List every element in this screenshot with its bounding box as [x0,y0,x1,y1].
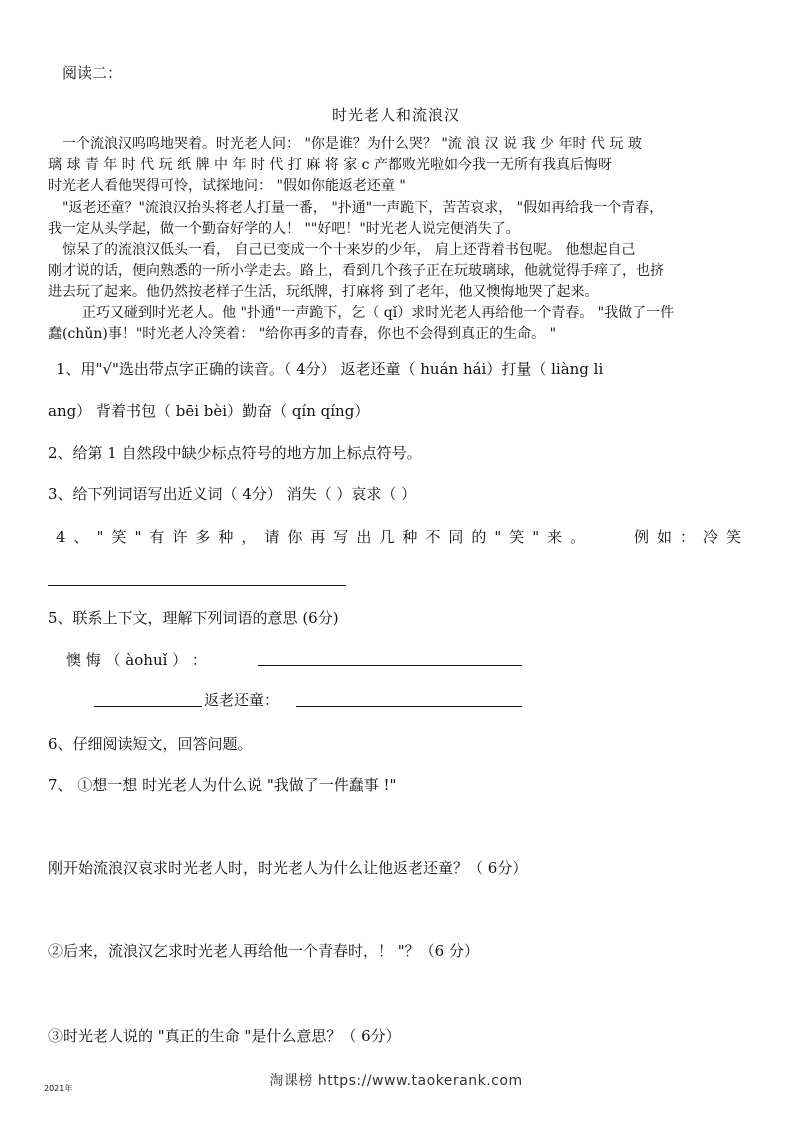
answer-line-q5-word-2[interactable] [296,706,522,707]
watermark-footer: 淘课榜 https://www.taokerank.com [269,1073,523,1089]
answer-line-q5-blank[interactable] [94,706,202,707]
story-line: 蠢(chǔn)事！"时光老人冷笑着： "给你再多的青春，你也不会得到真正的生命。 " [48,326,557,342]
story-line: 惊呆了的流浪汉低头一看， 自己已变成一个十来岁的少年， 肩上还背着书包呢。 他想起自己 [62,242,636,258]
question-2: 2、给第 1 自然段中缺少标点符号的地方加上标点符号。 [48,444,422,462]
answer-line-q4[interactable] [48,585,346,586]
story-line: 璃 球 青 年 时 代 玩 纸 牌 中 年 时 代 打 麻 将 家 c 产都败光啦如今我一无所有我真后悔呀 [48,157,612,173]
question-7: 7、 ①想一想 时光老人为什么说 "我做了一件蠢事 !" [48,776,397,794]
story-line: "返老还童？"流浪汉抬头将老人打量一番， "扑通"一声跪下，苦苦哀求， "假如再给我一个青春， [62,200,664,216]
section-title: 阅读二： [62,64,123,82]
story-line: 正巧又碰到时光老人。他 "扑通"一声跪下，乞（ qǐ）求时光老人再给他一个青春。 "我做了一件 [82,305,675,321]
question-1-line-1: 1、用"√"选出带点字正确的读音。（ 4分） 返老还童（ huán hái）打量（ liàng li [56,360,604,378]
question-5-word-1: 懊 悔 （ àohuǐ ） ： [66,651,207,669]
question-7-sub-1: 刚开始流浪汉哀求时光老人时，时光老人为什么让他返老还童？（ 6分） [48,859,528,877]
question-5-word-2: 返老还童： [204,691,280,709]
question-6: 6、仔细阅读短文，回答问题。 [48,735,253,753]
story-title: 时光老人和流浪汉 [331,106,460,124]
story-line: 我一定从头学起，做一个勤奋好学的人！ ""好吧！"时光老人说完便消失了。 [48,221,520,237]
question-4: 4、"笑"有许多种，请你再写出几种不同的"笑"来。 [56,528,594,546]
question-4-example: 例如：冷笑 [634,528,750,546]
story-line: 一个流浪汉呜呜地哭着。时光老人问： "你是谁？为什么哭？ "流 浪 汉 说 我 少 年时 代 玩 玻 [62,136,642,152]
year-label: 2021年 [44,1084,73,1093]
story-line: 刚才说的话，便向熟悉的一所小学走去。路上，看到几个孩子正在玩玻璃球，他就觉得手痒了，也挤 [48,263,664,279]
story-line: 时光老人看他哭得可怜，试探地问： "假如你能返老还童 " [48,178,406,194]
question-7-sub-2: ②后来，流浪汉乞求时光老人再给他一个青春时，！ "？（6 分） [48,942,479,960]
answer-line-q5-word-1[interactable] [258,665,522,666]
question-5: 5、联系上下文，理解下列词语的意思 (6分) [48,609,339,627]
story-line: 进去玩了起来。他仍然按老样子生活，玩纸牌，打麻将 到了老年，他又懊悔地哭了起来。 [48,284,599,300]
question-7-sub-3: ③时光老人说的 "真正的生命 "是什么意思？（ 6分） [48,1027,401,1045]
question-3: 3、给下列词语写出近义词（ 4分） 消失（ ）哀求（ ） [48,485,417,503]
question-1-line-2: ang） 背着书包（ bēi bèi）勤奋（ qín qíng） [48,402,370,420]
